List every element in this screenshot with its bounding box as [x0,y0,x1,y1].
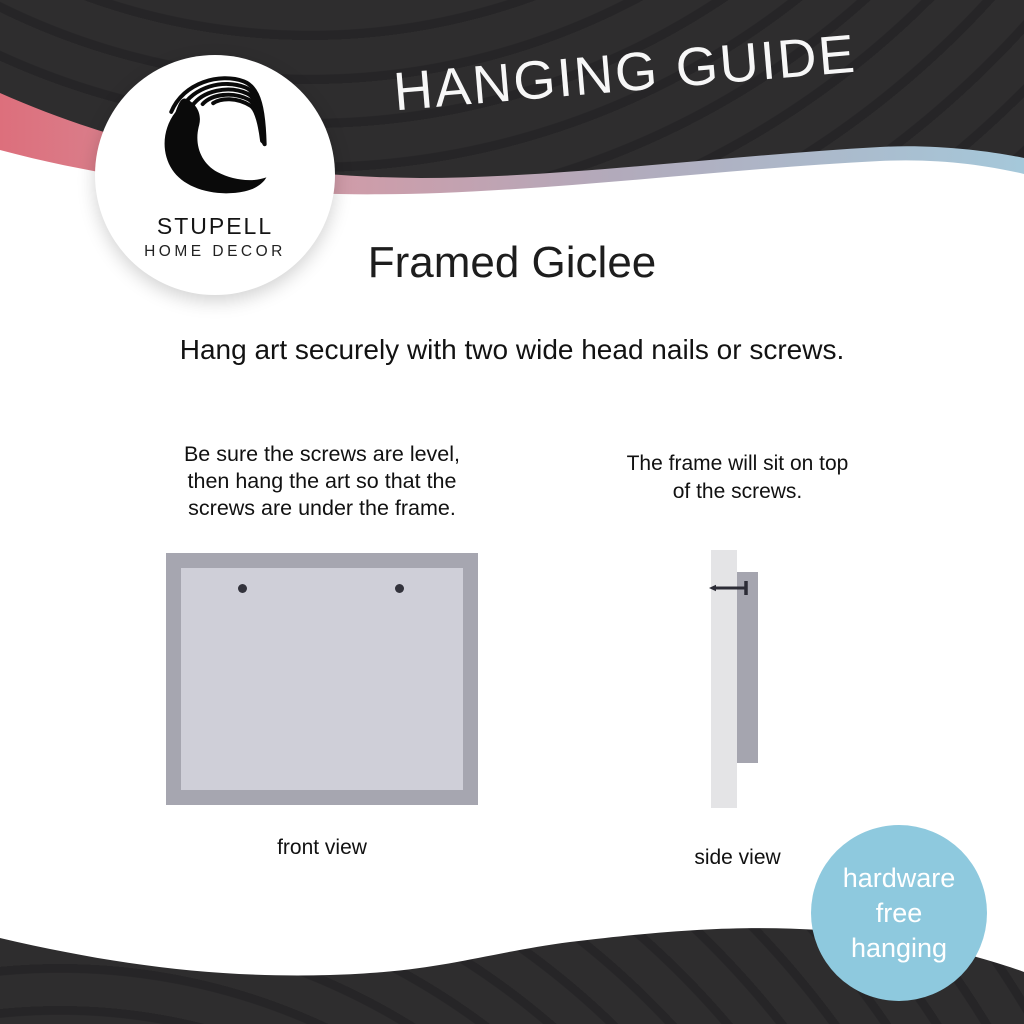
brand-logo-badge [95,55,335,295]
hardware-free-hanging-badge [811,825,987,1001]
brand-subtitle: HOME DECOR [144,243,286,260]
front-view-caption: front view [277,836,367,859]
page-title: HANGING GUIDE [391,23,859,123]
screw-dot-icon [395,584,404,593]
side-view-caption: side view [694,846,781,869]
front-instruction-line: Be sure the screws are level, [183,442,461,466]
side-view-backing-board [737,572,758,763]
badge-line: hanging [850,932,948,963]
side-instruction-line: The frame will sit on top [626,452,849,475]
side-instruction-line: of the screws. [672,480,803,503]
nail-icon [708,578,754,598]
badge-line: free [875,897,923,928]
product-type-heading: Framed Giclee [367,238,657,287]
badge-line: hardware [842,862,956,893]
side-view-instructions [585,450,890,506]
front-instruction-line: screws are under the frame. [188,496,456,520]
stupell-s-swoosh-icon [158,70,298,201]
screw-dot-icon [238,584,247,593]
front-instruction-line: then hang the art so that the [187,469,457,493]
intro-instruction: Hang art securely with two wide head nails or screws. [179,334,845,365]
brand-name: STUPELL [156,213,274,239]
front-view-instructions [152,441,492,522]
frame-artwork-area [181,568,463,790]
front-view-frame-diagram [166,553,478,805]
